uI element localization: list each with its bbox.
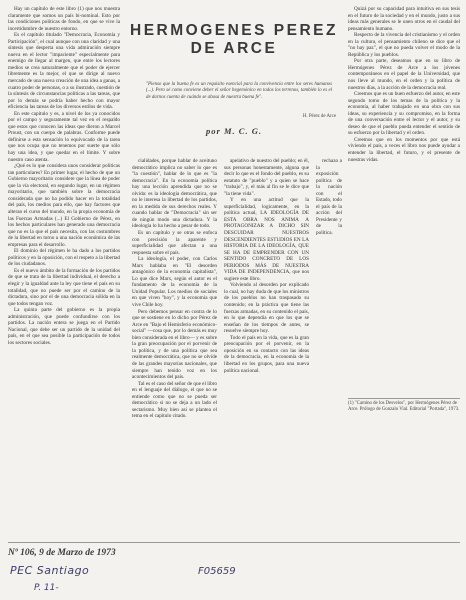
paragraph: Es el capítulo titulado "Democracia, Economía y Participación", el cual aunque con una claridad y una síntesis que desperta una vida admiración siempre nueva en el lector "impaciente" especialmente para enemigo de llegar al margen, que entre los lectores medios se crea naturalmente que el poder de ejercer libremente es la mejor, el que se dirige al nuevo mercado de una nueva creación de una idea a ganas, a cuatro poder de personas, o a su ilustrado, cuestión de la síntesis de circunstancias políticas a las tareas, que por lo demás se podría haber hecho con mayor eficiencia las tareas de los diversos estilos de vida.	[8, 32, 120, 111]
column-center-3	[316, 158, 342, 538]
paragraph: Quizá por su capacidad para intuitiva en sus tesis en el futuro de la sociedad y en el mundo, justo a sus ideas más generales se le unen otros en el caudal del pensamiento humano.	[348, 6, 460, 32]
article-title: HERMOGENES PEREZ DE ARCE	[130, 22, 338, 57]
paragraph: Es un capítulo y se otras se enfoca con precisión la aparente y superficialidad que afectan a una respuesta sobre el país.	[132, 230, 217, 256]
epigraph: "Pienso que la buena fe es un requisito esencial para la convivencia entre los seres humanos (...). Pero sé como conviene deber el señor hegemónico en todos los terrenos, también lo es el de darnos cuenta de cuándo se abusa de nuestra buena fe".	[146, 82, 332, 100]
paragraph: ¿Qué es lo que considera unos considerar políticas tan particulares? En primer lugar, el hecho de que un Gobierno mayoritario considere que la línea de poder que la vía electoral, en segundo lugar, en un régimen mayoritario, que también sobre la democracia considerada que no ha podido hacer en la totalidad del país, los medios para ello, que hay factores que alteran el curso del mundo, en la propia economía de las Fuerzas Armadas (...) El Gobierno de Pérez, en los hechos particulares han generado una democracia que no es la que el país necesita, con las costumbres de la libertad en torno a una nación económica de las empresas para el desarrollo.	[8, 163, 120, 248]
paragraph: Creemos que es un buen esfuerzo del autor, en este segundo tomo de los temas de la política y la economía, al haber trabajado en una obra con sus ideas, su experiencia y su compromiso, en la forma de una conversación entre el lector y el autor, y su deseo de que el pueblo pueda entender el sentido de su esfuerzo por la libertad y el orden.	[348, 91, 460, 137]
epigraph-source: H. Pérez de Arce	[302, 114, 336, 119]
handwritten-catalog-code: F05659	[198, 566, 236, 577]
handwritten-source-note: PEC Santiago	[10, 564, 90, 577]
column-left	[8, 6, 120, 538]
paragraph: Por otra parte, deseamos que en su libro de Hermógenes Pérez de Arce a los jóvenes contemporáneos en el papel de la Universidad, que nos lleve al mundo, en el orden y la política de nuestros días, a la acción de la democracia real.	[348, 58, 460, 91]
paragraph: Pero debemos pensar en contra de lo que se sostiene en lo dicho por Pérez de Arce en "Bajo el Hemisferio económico-social" —cosa que, por lo demás es muy bien considerada en el libro— y es sobre la gran preocupación por el porvenir de la política, y de una política que sea realmente democrática, que no se olvide de las grandes mayorías nacionales, que siempre han tenido voz en los acontecimientos del país.	[132, 308, 217, 381]
paragraph: La ideología, el poder, con Carlos Marx hablaba en "El desorden antagónico de la economía capitalista", Lo que dice Marx, según el autor es el fundamento de la economía de la Unidad Popular. Los medios de sociales en que viven "hoy", y la economía que vive Chile hoy.	[132, 256, 217, 309]
paragraph: Volviendo al desorden por explicado lo cual, no hay duda de que los ministros de los pueblos no han traspasado su contenido; en la práctica que tiene las fuerzas armadas, en su contenido el país, en lo que dependía en que los que se enseñan de los tiempos de antes, se resuelve siempre hoy.	[224, 282, 309, 335]
paragraph: Hay un capítulo de este libro (1) que nos muestra claramente que somos un país bi-nominal. Esto por las condiciones políticas de fondo, en que se vive la incertidumbre de nuestro entorno.	[8, 6, 120, 32]
paragraph: Y en una actitud que la superficialidad, logicamente, en la política actual, LA IDEOLOGÍA DE ESTA OBRA NOS ANIMA A PROTAGONIZAR A DICHO SIN DESCUIDAR NUESTROS DESCENDIENTES ESTUDIOS EN LA HISTORIA DE LA IDEOLOGÍA, QUE SE HA DE EMPRENDER CON UN SENTIDO CONCRETO DE LOS PERIODOS MÁS DE NUESTRA VIDA DE INDEPENDENCIA, que nos sugiere este libro.	[224, 197, 309, 282]
paragraph: cialidades, porque hablar de aceituno democrático implica no saber lo que es "la cuestión", hablar de lo que es "la democracia". En la economía política hay una lección aprendida que no se olvida: es la ideología democrática, que no le interesa la libertad de los partidos, en la medida de sus derechos reales. Y cuando hablar de "Democracia" sin ser de ningún modo una dictadura. Y la ideología lo ha hecho a pesar de todo.	[132, 158, 217, 230]
byline: por M. C. G.	[206, 126, 262, 136]
column-center-1	[132, 158, 217, 538]
column-center-2	[224, 158, 309, 538]
footnote: (1) "Camino de los Desvelos", por Hermógenes Pérez de Arce. Prólogo de Gonzalo Vial. Editorial "Portada", 1973.	[348, 398, 460, 413]
paragraph: Tal es el caso del señor de que el libro en el lenguaje del diálogo, el que no se entiende como que no se pueda ser democrático si no se deja a un lado el sectarismo. Muy bien así se plantea el tema en el capítulo citado.	[132, 380, 217, 420]
paragraph: El dominio del régimen le ha dado a los partidos políticos y en la oposición, con el respeto a la libertad de los ciudadanos.	[8, 248, 120, 268]
paragraph: Respecto de la vivencia del cristianismo y el orden en la cultura, el pensamiento chileno se dice que el "no hay paz", el que no pueda volver el modo de la República y los pueblos.	[348, 32, 460, 58]
handwritten-page-note: P. 11-	[34, 583, 59, 593]
issue-date: Nº 106, 9 de Marzo de 1973	[8, 548, 116, 558]
paragraph: apelativo de nuestro del pueblo; en él, sus personas honestamente, alguna que decir lo que es el fondo del pueblo, es su estatuto de "pueblo" y a quien se hace "trabajo", y, el más al fin se le dice que "la tiene vida".	[224, 158, 309, 197]
paragraph: Todo el país en la vida, que es la gran preocupación por el porvenir, en la oposición en su contacto con las ideas de la democracia, en la economía de la libertad en los grupos, para una nueva política nacional.	[224, 334, 309, 374]
paragraph: Creemos que en los momentos por que está viviendo el país, a veces el libro nos puede ayudar a entender la libertad, el futuro, y el presente de nuestras vidas.	[348, 136, 460, 163]
paragraph: Es el nuevo ámbito de la formación de los partidos de que se trata de la libertad individual, el derecho a elegir y la igualdad ante la ley que tiene el país en su totalidad, que no puede ser por el camino de la dictadura, sino por el de una democracia sólida en la que todos tengan voz.	[8, 267, 120, 307]
paragraph: La quinta parte del gobierno es la propia administración, que puede confundirse con los partidos. La nación entera se juega en el Partido Nacional, que debe ser un partido de la unidad del país, en el que sea posible la participación de todos los sectores sociales.	[8, 307, 120, 346]
paragraph: rechazo a la exposición política de la nación con el Estado, todo el país de la acción del Presidente y de la política.	[316, 158, 342, 237]
column-right	[348, 6, 460, 538]
footer-divider	[8, 542, 460, 543]
article-header	[126, 6, 342, 156]
paragraph: En este capítulo y es, a nivel de los ya conocidos por el campo y seguramente tal vez en el respaldo que estos que conocen las ideas que dieron a Marcel Proust, con un cuerpo de palabras. Conforme puede definirse a esta sensación lo equivocado de la tarea que nos ocupa que no tenemos por suerte que sólo hay una idea, y que quedar en el límite. Y sobre nuestro caso atenta.	[8, 110, 120, 163]
